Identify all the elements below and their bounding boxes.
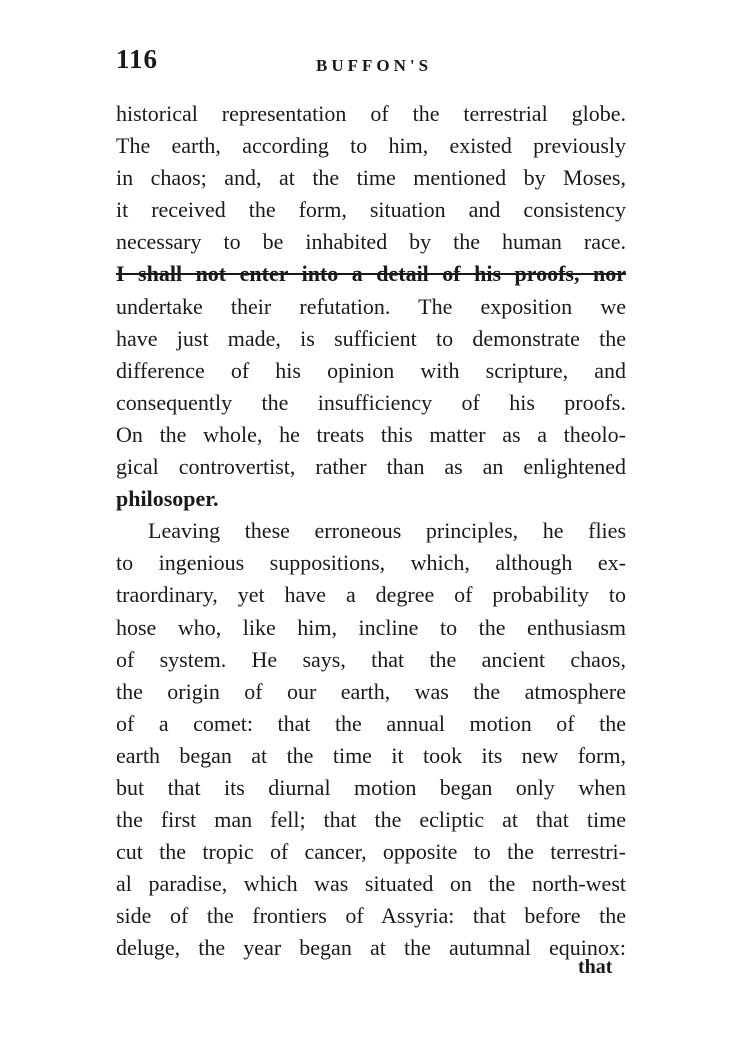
text-line: consequently the insufficiency of his proofs.	[116, 389, 626, 415]
text-line: necessary to be inhabited by the human race.	[116, 229, 626, 255]
page-header	[116, 44, 626, 84]
text-line: The earth, according to him, existed previously	[116, 133, 626, 159]
text-line: in chaos; and, at the time mentioned by Moses,	[116, 165, 626, 191]
text-line: historical representation of the terrestrial globe.	[116, 101, 626, 126]
text-line: philosoper.	[116, 486, 219, 512]
page-number: 116	[116, 44, 159, 74]
text-line: earth began at the time it took its new form,	[116, 742, 626, 768]
text-line: traordinary, yet have a degree of probability to	[116, 582, 626, 608]
running-head: BUFFON'S	[316, 56, 433, 75]
catchword: that	[578, 956, 613, 978]
text-line: difference of his opinion with scripture, and	[116, 357, 626, 383]
text-line: have just made, is sufficient to demonstrate the	[116, 325, 626, 351]
text-line: gical controvertist, rather than as an enlightened	[116, 454, 626, 480]
text-line: On the whole, he treats this matter as a theolo-	[116, 421, 626, 447]
text-line: al paradise, which was situated on the north-west	[116, 871, 626, 897]
text-line: hose who, like him, incline to the enthusiasm	[116, 614, 626, 640]
text-line: Leaving these erroneous principles, he flies	[148, 518, 626, 544]
text-line: side of the frontiers of Assyria: that before the	[116, 903, 626, 929]
text-line: cut the tropic of cancer, opposite to the terrestri-	[116, 839, 626, 865]
text-line: of a comet: that the annual motion of the	[116, 710, 626, 736]
text-line: the origin of our earth, was the atmosphere	[116, 678, 626, 704]
text-line: the first man fell; that the ecliptic at that time	[116, 807, 626, 833]
text-line: it received the form, situation and consistency	[116, 197, 626, 223]
text-line: of system. He says, that the ancient chaos,	[116, 646, 626, 672]
text-line: I shall not enter into a detail of his proofs, nor	[116, 261, 626, 287]
text-line: to ingenious suppositions, which, although ex-	[116, 550, 626, 576]
body-text	[116, 98, 626, 965]
text-line: but that its diurnal motion began only when	[116, 774, 626, 800]
text-line: undertake their refutation. The exposition we	[116, 293, 626, 319]
text-line: deluge, the year began at the autumnal equinox:	[116, 935, 626, 961]
